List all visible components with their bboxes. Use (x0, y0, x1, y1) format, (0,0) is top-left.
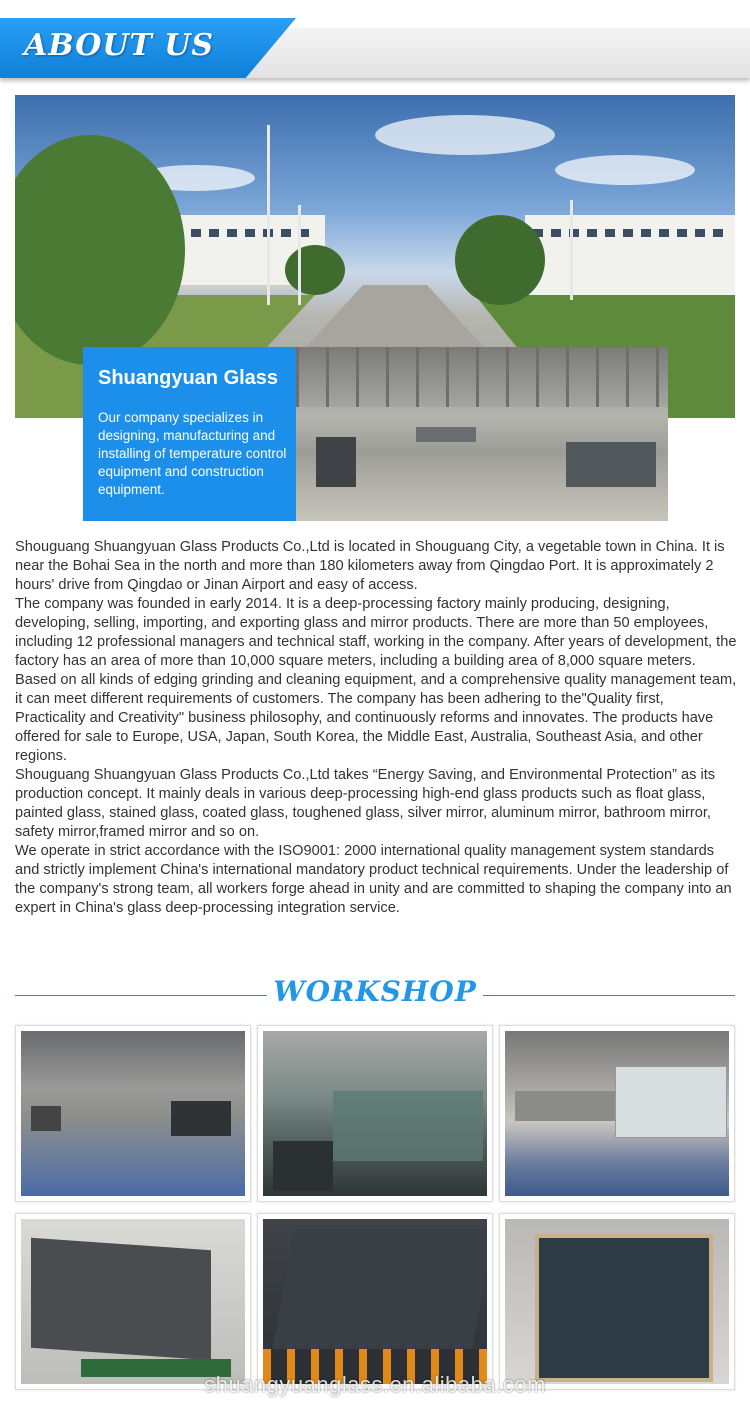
about-us-body (15, 538, 737, 918)
about-paragraph-history: The company was founded in early 2014. It is a deep-processing factory mainly producing, designing, developing, selling, importing, and exporting glass and mirror products. There are more than 50 employees, including 12 professional managers and technical staff, working in the company. After years of development, the factory has an area of more than 10,000 square meters, including a building area of 8,000 square meters. Based on all kinds of edging grinding and cleaning equipment, and a comprehensive quality management team, it can meet different requirements of customers. The company has been adhering to the"Quality first, Practicality and Creativity" business philosophy, and continuously reforms and innovates. The products have offered for sale to Europe, USA, Japan, South Korea, the Middle East, Australia, Southeast Asia, and other regions. (15, 596, 737, 764)
workshop-photo-6 (499, 1213, 735, 1390)
about-paragraph-quality: We operate in strict accordance with the ISO9001: 2000 international quality management system standards and strictly implement China's international mandatory product technical requirements. Under the leadership of the company's strong team, all workers forge ahead in unity and are committed to shaping the company into an expert in China's glass deep-processing integration service. (15, 843, 732, 916)
company-info-box (83, 347, 296, 521)
section-title-about-us: ABOUT US (24, 28, 215, 63)
about-us-header (0, 18, 750, 80)
company-name: Shuangyuan Glass (98, 367, 279, 389)
workshop-photo-2 (257, 1025, 493, 1202)
company-summary: Our company specializes in designing, manufacturing and installing of temperature control equipment and construction equipment. (98, 410, 287, 497)
section-title-workshop: WORKSHOP (273, 975, 477, 1008)
workshop-photo-5 (257, 1213, 493, 1390)
workshop-photo-4 (15, 1213, 251, 1390)
about-paragraph-location: Shouguang Shuangyuan Glass Products Co.,Ltd is located in Shouguang City, a vegetable town in China. It is near the Bohai Sea in the north and more than 180 kilometers away from Qingdao Port. It is approximately 2 hours' drive from Qingdao or Jinan Airport and easy of access. (15, 539, 725, 593)
workshop-photo-3 (499, 1025, 735, 1202)
about-paragraph-products: Shouguang Shuangyuan Glass Products Co.,Ltd takes “Energy Saving, and Environmental Protection” as its production concept. It mainly deals in various deep-processing high-end glass products such as float glass, painted glass, stained glass, coated glass, toughened glass, silver mirror, aluminum mirror, bathroom mirror, safety mirror,framed mirror and so on. (15, 767, 716, 840)
workshop-photo-1 (15, 1025, 251, 1202)
site-watermark: shuangyuanglass.en.alibaba.com (204, 1372, 546, 1397)
factory-interior-photo (296, 347, 668, 521)
